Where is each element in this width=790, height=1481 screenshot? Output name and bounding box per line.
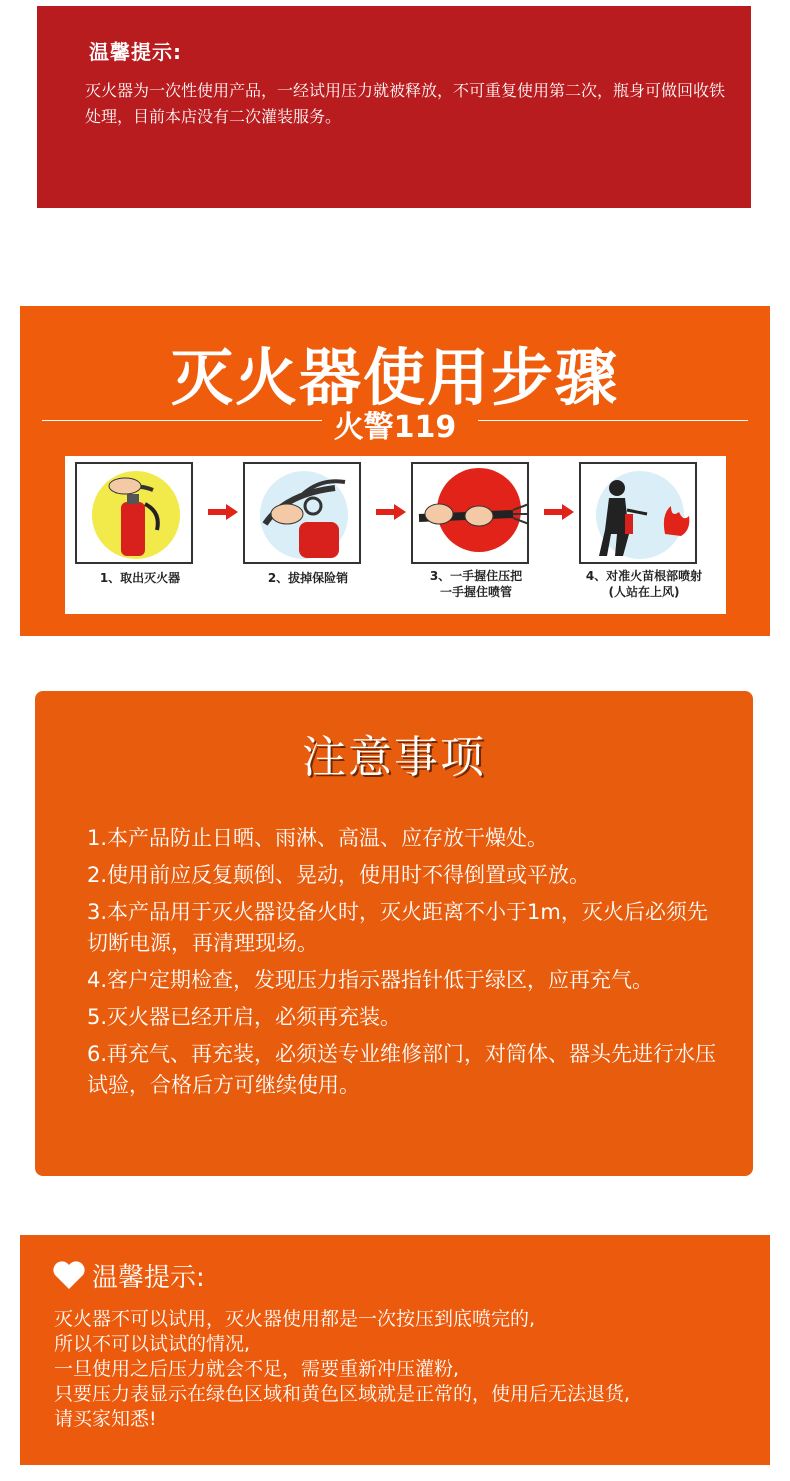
steps-title: 灭火器使用步骤: [170, 341, 619, 414]
precaution-item: 5.灭火器已经开启，必须再充装。: [87, 1005, 402, 1029]
tip-header: [52, 1257, 205, 1293]
tip-line: 所以不可以试试的情况,: [54, 1333, 251, 1355]
precaution-item: 3.本产品用于灭火器设备火时，灭火距离不小于1m，灭火后必须先切断电源，再清理现场。: [87, 900, 708, 955]
step-4: [569, 462, 703, 607]
spray-fire-icon: [579, 462, 697, 564]
tip-line: 一旦使用之后压力就会不足，需要重新冲压灌粉,: [54, 1358, 460, 1380]
grip-nozzle-icon: [411, 462, 529, 564]
tip-line: 只要压力表显示在绿色区域和黄色区域就是正常的，使用后无法退货,: [54, 1383, 631, 1405]
precaution-item: 1.本产品防止日晒、雨淋、高温、应存放干燥处。: [87, 826, 549, 850]
notice-banner: [37, 6, 751, 208]
steps-illustration-strip: [65, 456, 726, 614]
pull-pin-icon: [243, 462, 361, 564]
extinguisher-pickup-icon: [75, 462, 193, 564]
step-2-caption: 2、拔掉保险销: [267, 571, 349, 585]
precautions-section: [35, 691, 753, 1176]
precaution-item: 4.客户定期检查，发现压力指示器指针低于绿区，应再充气。: [87, 968, 654, 992]
tip-body: [54, 1307, 754, 1432]
tip-line: 请买家知悉!: [54, 1408, 157, 1430]
step-2: [233, 462, 358, 607]
tip-line: 灭火器不可以试用，灭火器使用都是一次按压到底喷完的,: [54, 1308, 536, 1330]
usage-steps-section: [20, 306, 770, 636]
step-3: [401, 462, 526, 607]
notice-title: 温馨提示:: [89, 40, 182, 64]
step-3-caption: 3、一手握住压把 一手握住喷管: [429, 569, 523, 599]
precautions-title: 注意事项: [302, 732, 486, 783]
steps-subtitle: 火警119: [333, 410, 457, 445]
divider-right: [478, 420, 748, 421]
notice-body: 灭火器为一次性使用产品，一经试用压力就被释放，不可重复使用第二次，瓶身可做回收铁处理，目前本店没有二次灌装服务。: [85, 81, 726, 126]
tip-title: 温馨提示:: [92, 1262, 205, 1293]
step-1: [65, 462, 190, 607]
heart-icon: [52, 1260, 86, 1290]
precautions-list: [87, 823, 717, 1107]
precaution-item: 2.使用前应反复颠倒、晃动，使用时不得倒置或平放。: [87, 863, 591, 887]
step-1-caption: 1、取出灭火器: [99, 571, 181, 585]
precaution-item: 6.再充气、再充装，必须送专业维修部门，对筒体、器头先进行水压试验，合格后方可继续使用。: [87, 1042, 717, 1097]
step-4-caption: 4、对准火苗根部喷射 (人站在上风): [585, 569, 703, 599]
tip-section: [20, 1235, 770, 1465]
